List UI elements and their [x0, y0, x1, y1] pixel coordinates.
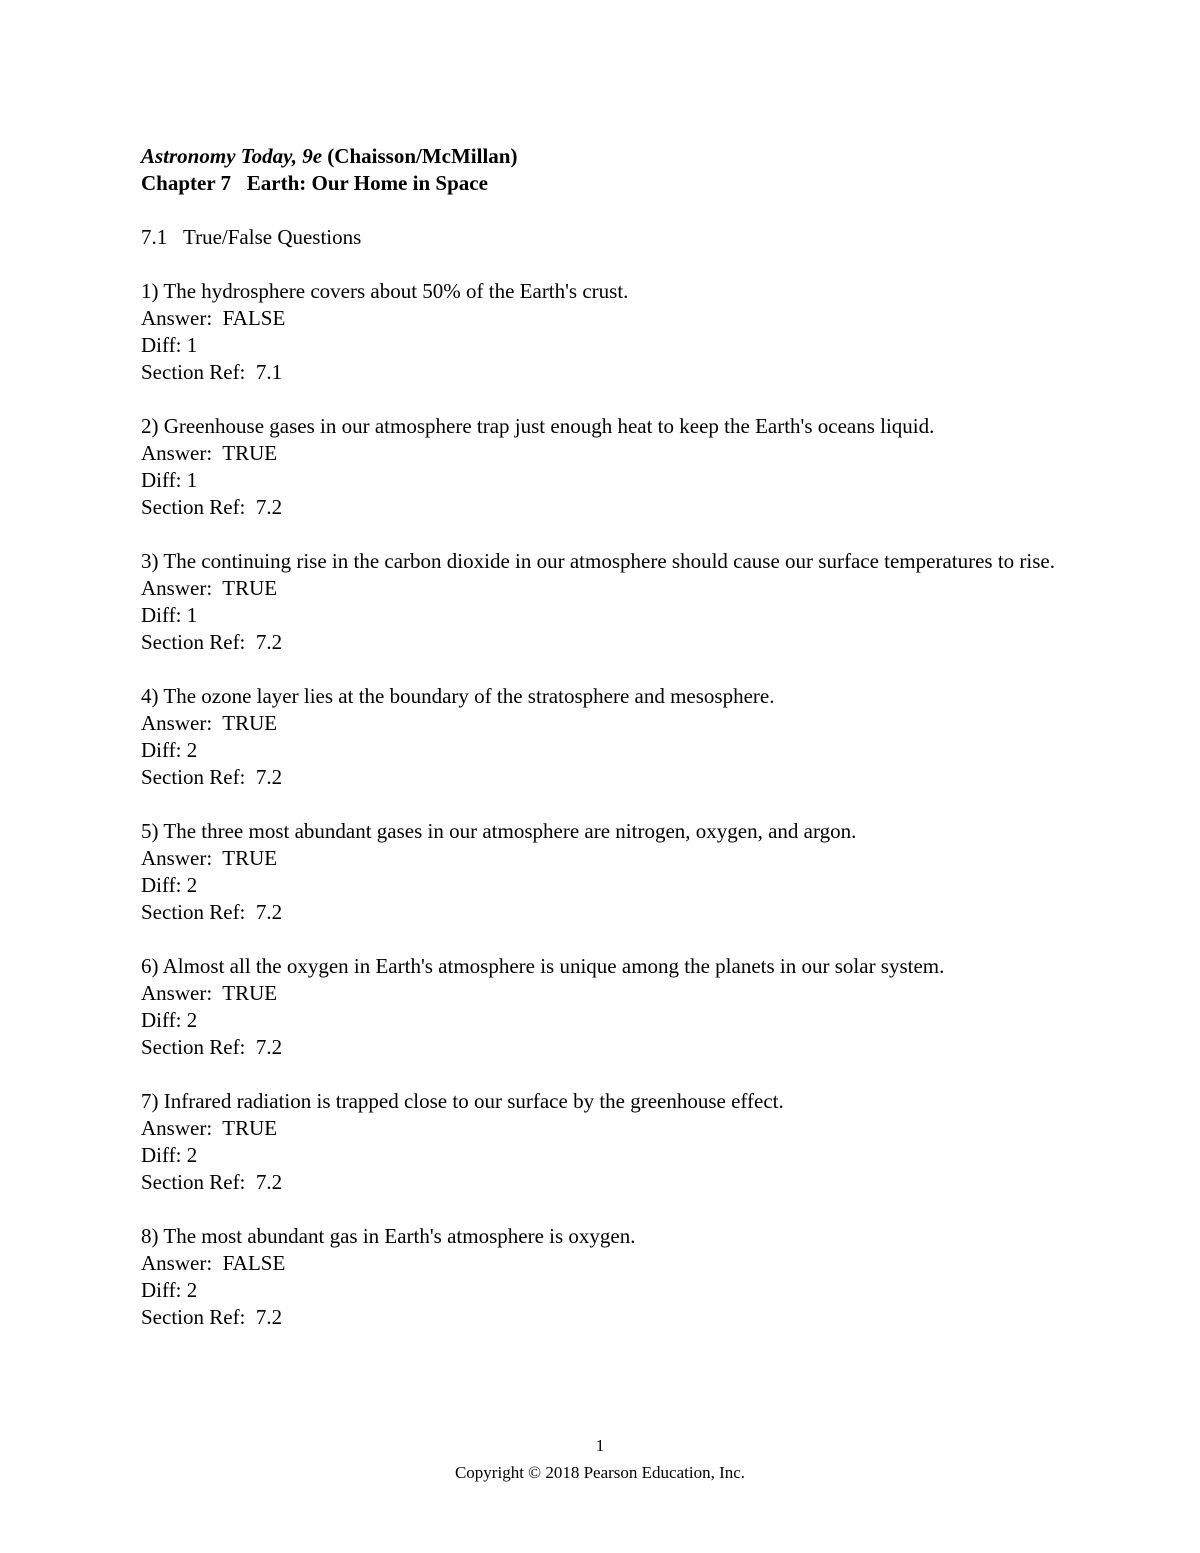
question-answer: Answer: TRUE	[141, 576, 278, 600]
question-item	[141, 548, 1101, 656]
chapter-heading	[141, 170, 1101, 197]
question-item	[141, 413, 1101, 521]
question-section-ref: Section Ref: 7.2	[141, 900, 283, 924]
question-item	[141, 818, 1101, 926]
spacer	[141, 251, 1101, 278]
question-difficulty: Diff: 2	[141, 873, 198, 897]
question-text: 6) Almost all the oxygen in Earth's atmosphere is unique among the planets in our solar system.	[141, 954, 945, 978]
question-item	[141, 683, 1101, 791]
question-item	[141, 278, 1101, 386]
question-text: 3) The continuing rise in the carbon dioxide in our atmosphere should cause our surface temperatures to rise.	[141, 549, 1056, 573]
page-content	[141, 143, 1101, 1331]
page-number: 1	[595, 1436, 605, 1455]
question-answer: Answer: TRUE	[141, 981, 278, 1005]
question-answer: Answer: FALSE	[141, 1251, 286, 1275]
question-text: 2) Greenhouse gases in our atmosphere trap just enough heat to keep the Earth's oceans liquid.	[141, 414, 935, 438]
question-difficulty: Diff: 1	[141, 603, 198, 627]
question-section-ref: Section Ref: 7.2	[141, 1170, 283, 1194]
question-difficulty: Diff: 1	[141, 468, 198, 492]
question-section-ref: Section Ref: 7.2	[141, 495, 283, 519]
question-difficulty: Diff: 1	[141, 333, 198, 357]
question-item	[141, 1223, 1101, 1331]
section-heading	[141, 224, 1101, 251]
question-text: 5) The three most abundant gases in our atmosphere are nitrogen, oxygen, and argon.	[141, 819, 857, 843]
question-difficulty: Diff: 2	[141, 738, 198, 762]
chapter-title: Earth: Our Home in Space	[246, 171, 488, 195]
question-text: 4) The ozone layer lies at the boundary of the stratosphere and mesosphere.	[141, 684, 775, 708]
chapter-label: Chapter 7	[141, 171, 232, 195]
section-title: True/False Questions	[183, 225, 362, 249]
question-answer: Answer: TRUE	[141, 846, 278, 870]
book-authors: (Chaisson/McMillan)	[327, 144, 518, 168]
question-section-ref: Section Ref: 7.1	[141, 360, 283, 384]
question-section-ref: Section Ref: 7.2	[141, 765, 283, 789]
question-item	[141, 953, 1101, 1061]
question-difficulty: Diff: 2	[141, 1278, 198, 1302]
copyright-notice: Copyright © 2018 Pearson Education, Inc.	[454, 1463, 746, 1482]
question-answer: Answer: TRUE	[141, 441, 278, 465]
question-answer: Answer: FALSE	[141, 306, 286, 330]
book-title-line	[141, 143, 1101, 170]
question-item	[141, 1088, 1101, 1196]
section-number: 7.1	[141, 225, 168, 249]
question-text: 1) The hydrosphere covers about 50% of the Earth's crust.	[141, 279, 629, 303]
question-difficulty: Diff: 2	[141, 1143, 198, 1167]
question-text: 7) Infrared radiation is trapped close to our surface by the greenhouse effect.	[141, 1089, 784, 1113]
question-text: 8) The most abundant gas in Earth's atmosphere is oxygen.	[141, 1224, 636, 1248]
question-section-ref: Section Ref: 7.2	[141, 1305, 283, 1329]
question-list	[141, 278, 1101, 1331]
spacer	[141, 197, 1101, 224]
question-answer: Answer: TRUE	[141, 1116, 278, 1140]
book-title: Astronomy Today, 9e	[141, 144, 323, 168]
question-section-ref: Section Ref: 7.2	[141, 1035, 283, 1059]
question-section-ref: Section Ref: 7.2	[141, 630, 283, 654]
question-difficulty: Diff: 2	[141, 1008, 198, 1032]
question-answer: Answer: TRUE	[141, 711, 278, 735]
